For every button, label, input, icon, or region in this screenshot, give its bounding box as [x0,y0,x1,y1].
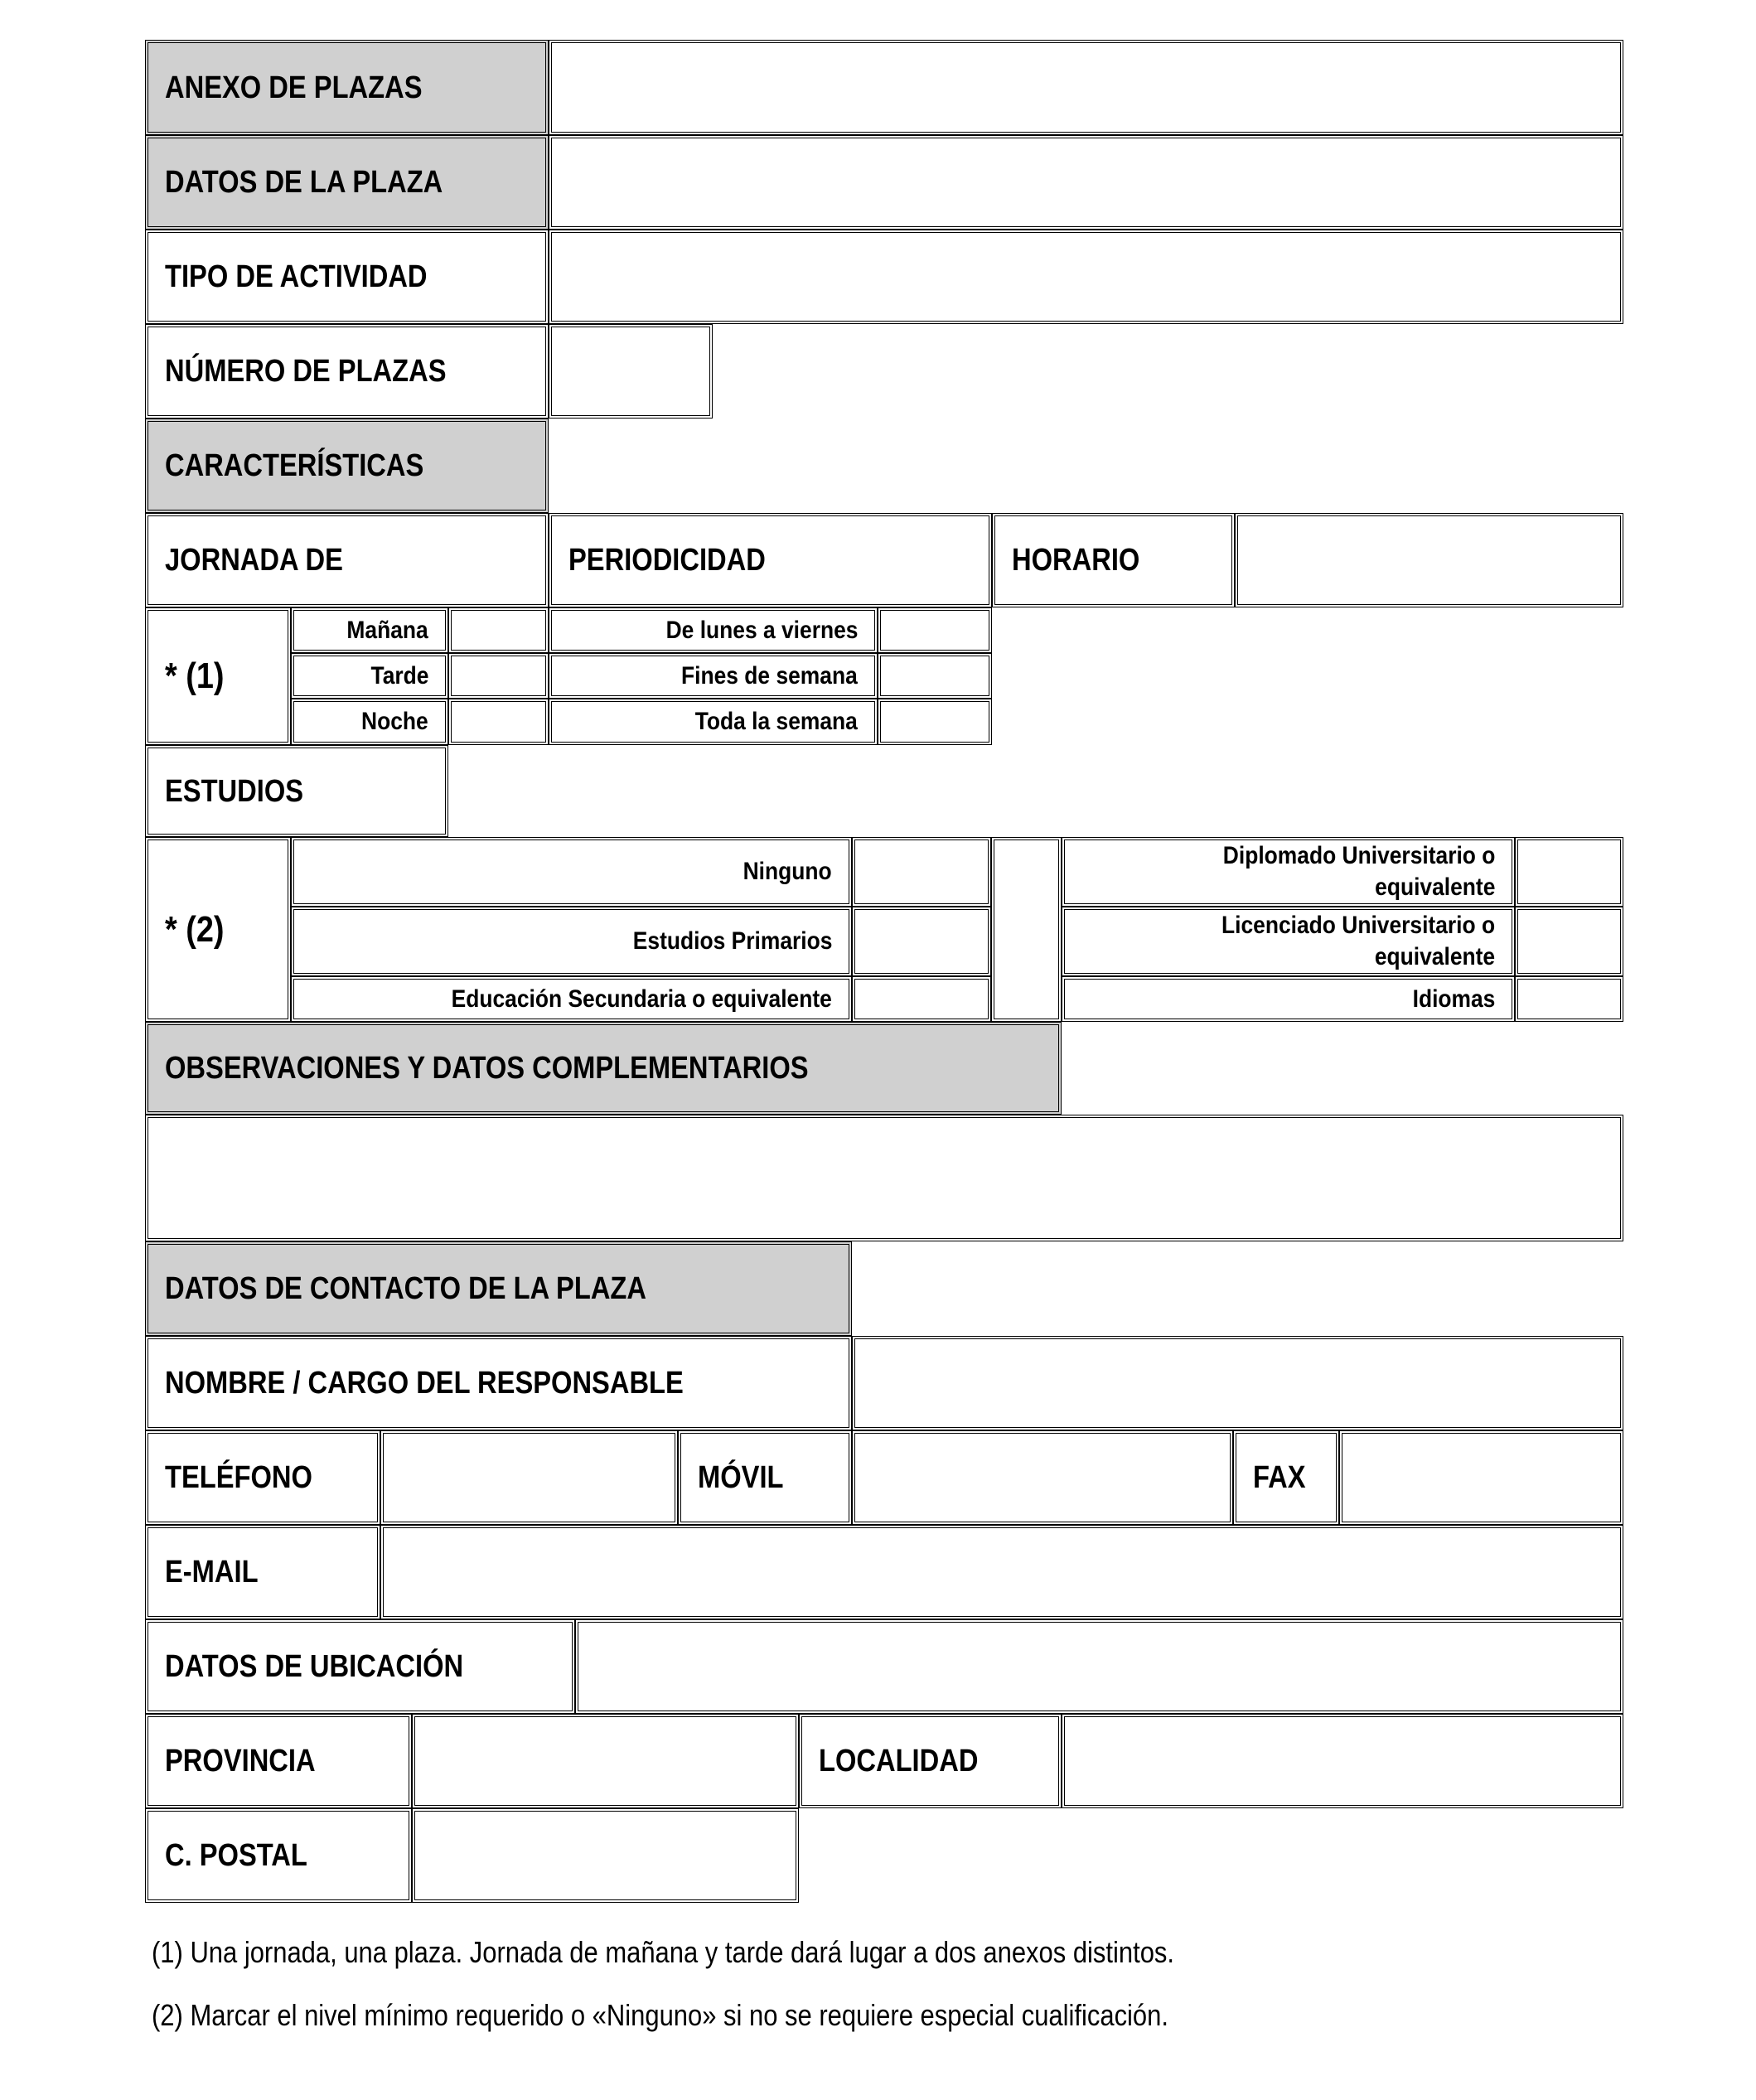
horario-label-cell [992,513,1235,607]
estudios-option-licenciado [1062,907,1515,976]
estudios-label-cell [145,745,448,837]
numero-plazas-field[interactable] [549,324,713,419]
estudios-option-line2: equivalente [1374,943,1495,970]
estudios-spacer-cell [991,837,1062,1022]
estudios-checkbox-diplomado[interactable] [1515,837,1623,907]
localidad-field[interactable] [1062,1714,1623,1808]
tipo-actividad-field[interactable] [549,230,1623,324]
estudios-option-label: Educación Secundaria o equivalente [451,985,832,1013]
note2-marker-cell [145,837,291,1022]
periodicidad-option-label: Fines de semana [681,661,858,690]
anexo-field[interactable] [549,40,1623,135]
numero-plazas-label: NÚMERO DE PLAZAS [165,354,447,389]
jornada-label: JORNADA DE [165,543,343,578]
estudios-label: ESTUDIOS [165,773,304,809]
movil-label: MÓVIL [698,1460,784,1495]
observaciones-label-cell [145,1022,1062,1115]
datos-plaza-field[interactable] [549,135,1623,230]
estudios-option-label: Estudios Primarios [632,927,832,955]
ubicacion-label: DATOS DE UBICACIÓN [165,1649,464,1684]
observaciones-field[interactable] [145,1115,1623,1241]
estudios-option-secundaria [291,976,852,1022]
responsable-label: NOMBRE / CARGO DEL RESPONSABLE [165,1366,684,1401]
periodicidad-option-label: De lunes a viernes [665,616,858,644]
periodicidad-option-toda-semana [549,699,878,745]
observaciones-label: OBSERVACIONES Y DATOS COMPLEMENTARIOS [165,1051,809,1086]
estudios-option-ninguno [291,837,852,907]
cpostal-field[interactable] [412,1808,799,1903]
localidad-label-cell [799,1714,1062,1808]
jornada-option-noche [291,699,448,745]
telefono-field[interactable] [380,1430,678,1525]
fax-field[interactable] [1339,1430,1623,1525]
jornada-checkbox-manana[interactable] [448,607,549,653]
email-field[interactable] [380,1525,1623,1619]
datos-plaza-label-cell [145,135,549,230]
fax-label: FAX [1253,1460,1306,1495]
anexo-label-cell [145,40,549,135]
horario-label: HORARIO [1012,543,1140,578]
provincia-label-cell [145,1714,412,1808]
estudios-checkbox-primarios[interactable] [852,907,991,976]
estudios-option-line1: Diplomado Universitario o [1222,842,1495,869]
periodicidad-label: PERIODICIDAD [568,543,766,578]
cpostal-label-cell [145,1808,412,1903]
estudios-option-idiomas [1062,976,1515,1022]
responsable-label-cell [145,1336,852,1430]
periodicidad-option-fines-semana [549,653,878,699]
estudios-checkbox-licenciado[interactable] [1515,907,1623,976]
jornada-label-cell [145,513,549,607]
contacto-label-cell [145,1241,852,1336]
jornada-option-label: Mañana [346,616,428,644]
cpostal-label: C. POSTAL [165,1838,307,1873]
estudios-option-line2: equivalente [1374,873,1495,901]
estudios-option-diplomado [1062,837,1515,907]
horario-field[interactable] [1235,513,1623,607]
estudios-option-primarios [291,907,852,976]
jornada-checkbox-tarde[interactable] [448,653,549,699]
anexo-label: ANEXO DE PLAZAS [165,70,423,105]
estudios-checkbox-idiomas[interactable] [1515,976,1623,1022]
contacto-label: DATOS DE CONTACTO DE LA PLAZA [165,1271,646,1306]
periodicidad-checkbox-toda-semana[interactable] [878,699,992,745]
note1-marker-cell [145,607,291,745]
fax-label-cell [1233,1430,1339,1525]
periodicidad-option-lunes-viernes [549,607,878,653]
caracteristicas-label: CARACTERÍSTICAS [165,448,424,483]
provincia-field[interactable] [412,1714,799,1808]
tipo-actividad-label: TIPO DE ACTIVIDAD [165,259,428,294]
estudios-checkbox-ninguno[interactable] [852,837,991,907]
footnote-1: (1) Una jornada, una plaza. Jornada de mañana y tarde dará lugar a dos anexos distintos. [152,1935,1175,1969]
note1-marker: * (1) [165,656,225,696]
estudios-option-line1: Licenciado Universitario o [1221,912,1495,939]
responsable-field[interactable] [852,1336,1623,1430]
estudios-option-label: Ninguno [743,858,832,885]
jornada-option-manana [291,607,448,653]
provincia-label: PROVINCIA [165,1744,316,1778]
telefono-label: TELÉFONO [165,1460,312,1495]
ubicacion-field[interactable] [575,1619,1623,1714]
movil-field[interactable] [852,1430,1233,1525]
numero-plazas-label-cell [145,324,549,419]
estudios-option-label: Idiomas [1412,985,1495,1013]
ubicacion-label-cell [145,1619,575,1714]
telefono-label-cell [145,1430,380,1525]
caracteristicas-label-cell [145,419,549,513]
email-label-cell [145,1525,380,1619]
estudios-option-label [1221,910,1495,973]
periodicidad-option-label: Toda la semana [694,708,858,735]
estudios-option-label [1222,840,1495,903]
estudios-checkbox-secundaria[interactable] [852,976,991,1022]
movil-label-cell [678,1430,852,1525]
jornada-option-tarde [291,653,448,699]
periodicidad-checkbox-fines-semana[interactable] [878,653,992,699]
periodicidad-checkbox-lunes-viernes[interactable] [878,607,992,653]
jornada-option-label: Tarde [370,661,428,690]
email-label: E-MAIL [165,1555,259,1590]
periodicidad-label-cell [549,513,992,607]
localidad-label: LOCALIDAD [819,1744,979,1778]
datos-plaza-label: DATOS DE LA PLAZA [165,165,443,200]
jornada-option-label: Noche [361,708,428,735]
jornada-checkbox-noche[interactable] [448,699,549,745]
footnote-2: (2) Marcar el nivel mínimo requerido o «Ninguno» si no se requiere especial cualificación. [152,1998,1168,2032]
note2-marker: * (2) [165,908,225,950]
tipo-actividad-label-cell [145,230,549,324]
